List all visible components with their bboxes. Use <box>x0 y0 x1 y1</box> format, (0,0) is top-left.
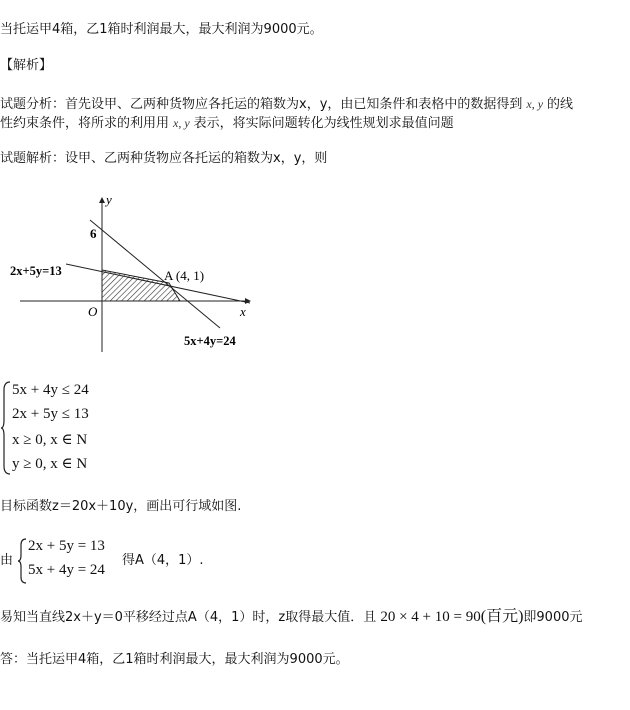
analysis-text-1a: 试题分析：首先设甲、乙两种货物应各托运的箱数为x，y，由已知条件和表格中的数据得到 <box>0 97 523 112</box>
x-axis-label: x <box>240 304 246 319</box>
max-expr: 20 × 4 + 10 = 90 <box>380 609 481 625</box>
analysis-text-1b: 的线 <box>547 97 574 112</box>
line2-label: 5x+4y=24 <box>184 334 236 348</box>
analysis-line-1 <box>0 95 573 114</box>
vars-xy-2: x, y <box>173 116 190 130</box>
max-text-a: 易知当直线2x＋y＝0平移经过点A（4，1）时，z取得最大值．且 <box>0 610 377 625</box>
system-row-2: 5x + 4y = 24 <box>28 562 105 578</box>
system-brace <box>17 537 27 585</box>
constraint-3: x ≥ 0, x ∈ N <box>12 432 88 448</box>
system-prefix: 由 <box>0 553 14 568</box>
vars-xy-1: x, y <box>526 97 544 111</box>
analysis-header: 【解析】 <box>0 58 53 73</box>
line1-label: 2x+5y=13 <box>10 264 62 278</box>
system-suffix: 得A（4，1）. <box>122 553 204 568</box>
analysis-text-2a: 性约束条件，将所求的利用用 <box>0 116 170 131</box>
top-conclusion: 当托运甲4箱，乙1箱时利润最大，最大利润为9000元。 <box>0 22 323 37</box>
answer-line: 答：当托运甲4箱，乙1箱时利润最大，最大利润为9000元。 <box>0 652 349 667</box>
constraint-2: 2x + 5y ≤ 13 <box>12 406 89 422</box>
y-tick-6: 6 <box>90 226 97 241</box>
solution-intro: 试题解析：设甲、乙两种货物应各托运的箱数为x，y，则 <box>0 151 328 166</box>
origin-label: O <box>88 304 98 319</box>
feasible-region-graph <box>0 190 270 360</box>
system-row-1: 2x + 5y = 13 <box>28 538 105 554</box>
point-a-label: A (4, 1) <box>164 268 205 283</box>
constraints-brace <box>0 380 12 476</box>
analysis-text-2b: 表示，将实际问题转化为线性规划求最值问题 <box>193 116 454 131</box>
max-text-b: 即9000元 <box>523 610 583 625</box>
constraint-1: 5x + 4y ≤ 24 <box>12 382 89 398</box>
objective-line: 目标函数z＝20x＋10y，画出可行域如图. <box>0 499 242 514</box>
constraint-4: y ≥ 0, x ∈ N <box>12 456 88 472</box>
max-line <box>0 608 583 627</box>
analysis-line-2 <box>0 114 454 133</box>
y-axis-label: y <box>106 192 112 207</box>
max-unit: (百元) <box>480 608 524 625</box>
